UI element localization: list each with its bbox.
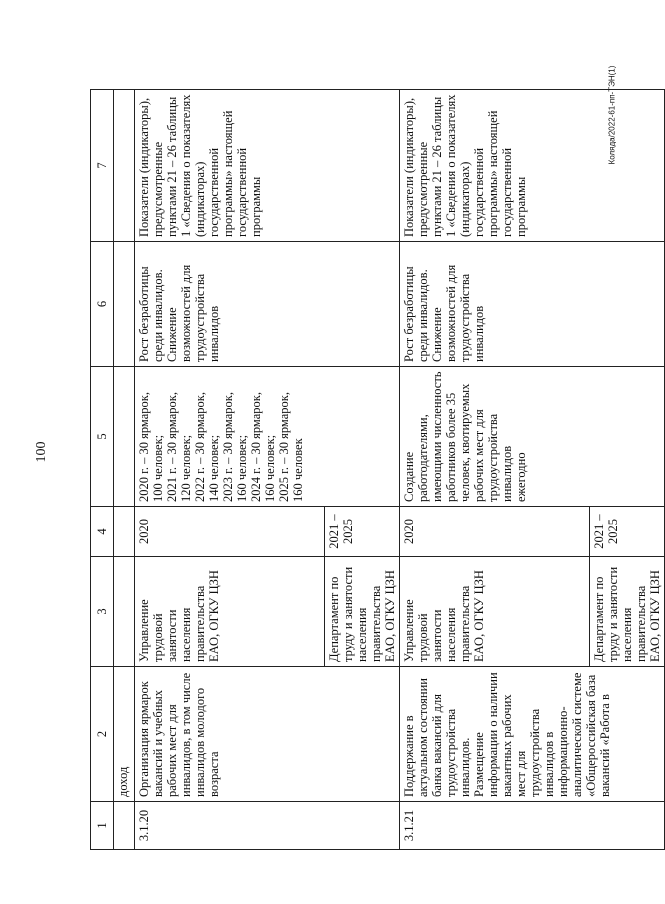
col-header-1: 1 <box>91 802 114 850</box>
year-bottom: 2021 – 2025 <box>325 507 400 557</box>
col-header-3: 3 <box>91 557 114 667</box>
table-row <box>135 90 325 850</box>
document-code: Коляда/2022-61-пп-ТЭН(1) <box>607 65 617 165</box>
expected-result: 2020 г. – 30 ярмарок, 100 человек; 2021 г. – 30 ярмарок, 120 человек; 2022 г. – 30 ярмарок, 140 человек; 2023 г. – 30 ярмарок, 160 человек; 2024 г. – 30 ярмарок, 160 человек; 2025 г. – 30 ярмарок, 160 человек <box>135 367 400 507</box>
year-top: 2020 <box>400 507 590 557</box>
consequence: Рост безработицы среди инвалидов. Снижение возможностей для трудоустройства инвалидов <box>135 242 400 367</box>
table-row <box>400 90 590 850</box>
continuation-text: доход <box>114 667 135 802</box>
col-header-5: 5 <box>91 367 114 507</box>
column-number-row <box>91 90 114 850</box>
row-number: 3.1.21 <box>400 802 665 850</box>
row-number: 3.1.20 <box>135 802 400 850</box>
col-header-7: 7 <box>91 90 114 242</box>
event-name: Поддержание в актуальном состоянии банка вакансий для трудоустройства инвалидов. Размещение информации о наличии вакантных рабочих мест для трудоустройства инвалидов в информационно-аналитической системе «Общероссийская база вакансий «Работа в <box>400 667 665 802</box>
year-bottom: 2021 – 2025 <box>590 507 665 557</box>
col-header-4: 4 <box>91 507 114 557</box>
event-name: Организация ярмарок вакансий и учебных рабочих мест для инвалидов, в том числе инвалидов молодого возраста <box>135 667 400 802</box>
expected-result: Создание работодателями, имеющими численность работников более 35 человек, квотируемых рабочих мест для трудоустройства инвалидов ежегодно <box>400 367 665 507</box>
executor-bottom: Департамент по труду и занятости населения правительства ЕАО, ОГКУ ЦЗН <box>325 557 400 667</box>
executor-top: Управление трудовой занятости населения правительства ЕАО, ОГКУ ЦЗН <box>400 557 590 667</box>
continuation-row <box>114 90 135 850</box>
indicator-link: Показатели (индикаторы), предусмотренные пунктами 21 – 26 таблицы 1 «Сведения о показателях (индикаторах) государственной программы» настоящей государственной программы <box>135 90 400 242</box>
measures-table <box>90 89 665 850</box>
col-header-6: 6 <box>91 242 114 367</box>
year-top: 2020 <box>135 507 325 557</box>
executor-top: Управление трудовой занятости населения правительства ЕАО, ОГКУ ЦЗН <box>135 557 325 667</box>
page-number: 100 <box>34 441 49 463</box>
consequence: Рост безработицы среди инвалидов. Снижение возможностей для трудоустройства инвалидов <box>400 242 665 367</box>
col-header-2: 2 <box>91 667 114 802</box>
indicator-link: Показатели (индикаторы), предусмотренные пунктами 21 – 26 таблицы 1 «Сведения о показателях (индикаторах) государственной программы» настоящей государственной программы <box>400 90 665 242</box>
executor-bottom: Департамент по труду и занятости населения правительства ЕАО, ОГКУ ЦЗН <box>590 557 665 667</box>
